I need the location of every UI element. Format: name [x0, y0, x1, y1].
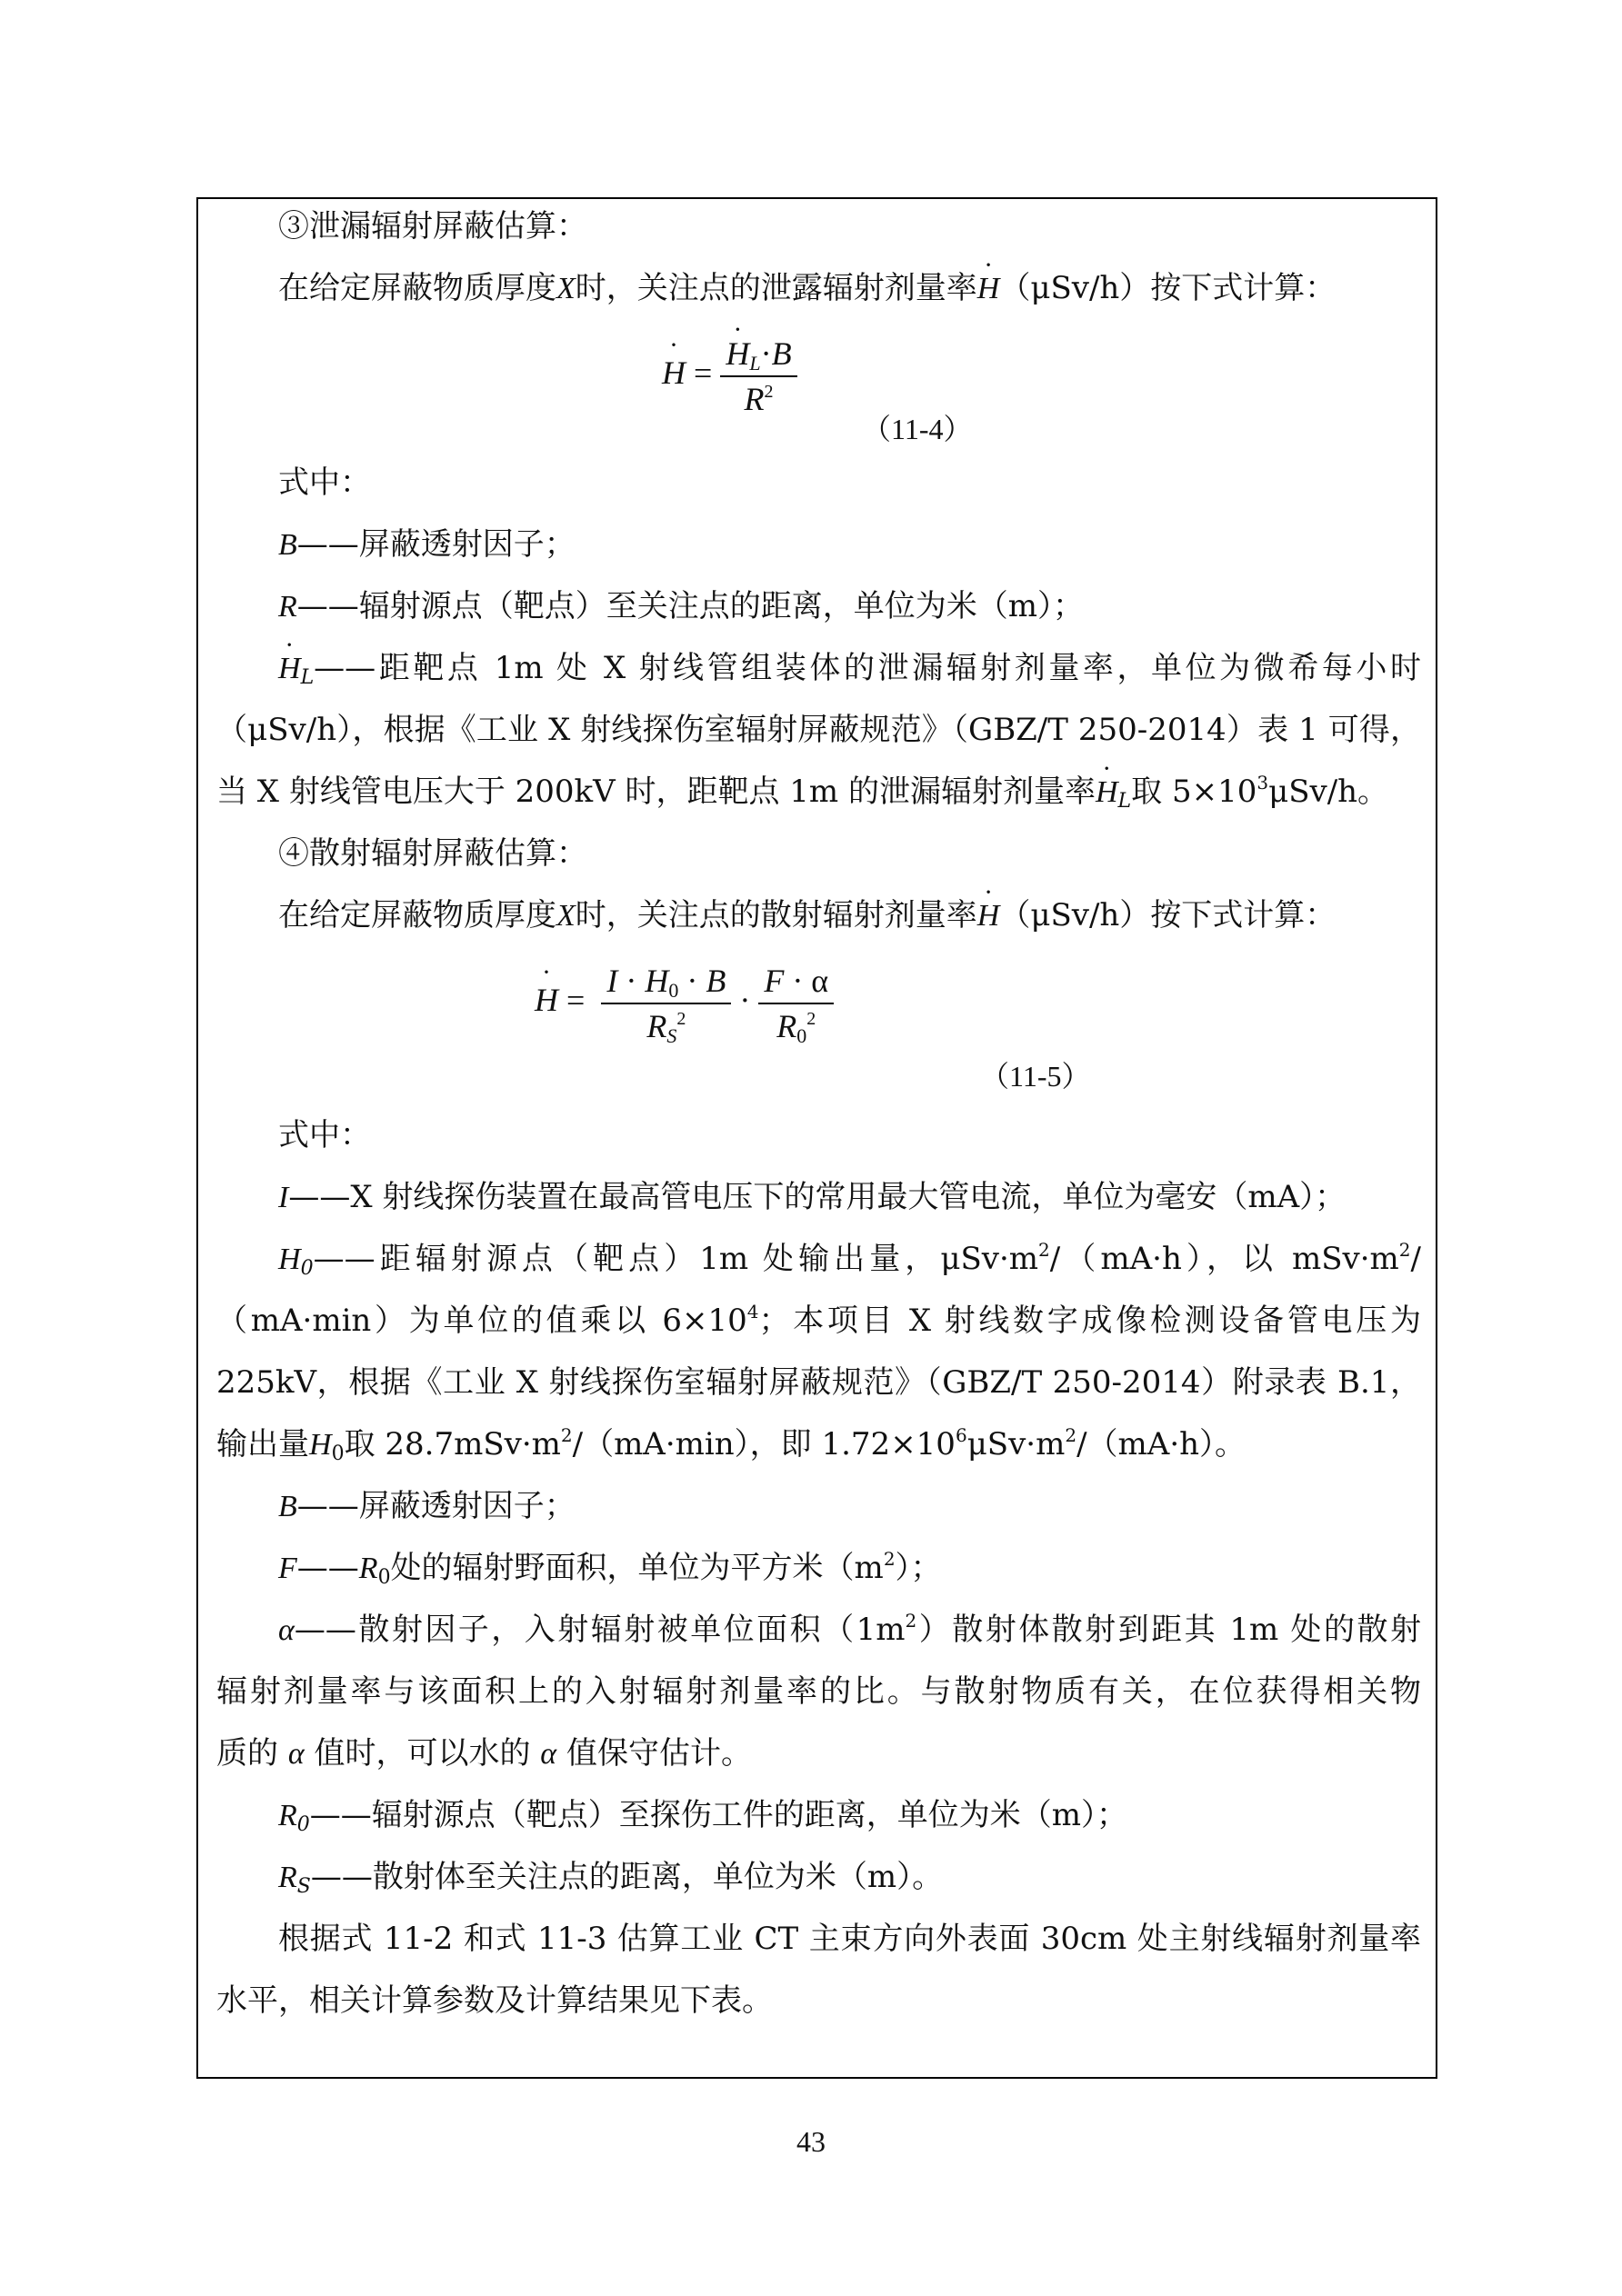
- section4-i-definition: I——X 射线探伤装置在最高管电压下的常用最大管电流，单位为毫安（mA）；: [278, 1179, 1347, 1215]
- content-frame: [196, 197, 1437, 2079]
- formula-11-4: · H = · $\frac{H_L\cdot B}{R^2}$: [662, 335, 797, 417]
- section4-where: 式中：: [278, 1117, 371, 1153]
- equation-number-11-5: （11-5）: [980, 1060, 1091, 1093]
- section3-hl-definition-3: 当 X 射线管电压大于 200kV 时，距靶点 1m 的泄漏辐射剂量率· $H_L$取 $5\times 10^3\mu Sv/h$。: [198, 772, 1439, 813]
- section4-heading: ④散射辐射屏蔽估算：: [278, 835, 587, 872]
- page-number: 43: [796, 2125, 826, 2158]
- section4-f-definition: $F——R_0$处的辐射野面积，单位为平方米$(m^2)$；: [278, 1548, 942, 1589]
- section3-hl-definition-2: （μSv/h），根据《工业 X 射线探伤室辐射屏蔽规范》（GBZ/T 250-2014）表 1 可得，: [216, 712, 1421, 748]
- section4-h0-definition-3: 225kV，根据《工业 X 射线探伤室辐射屏蔽规范》（GBZ/T 250-2014）附录表 B.1，: [216, 1364, 1421, 1401]
- section3-b-definition: B——屏蔽透射因子；: [278, 526, 576, 563]
- formula-11-5: · H = $\frac{I \cdot H_0 \cdot B}{R_S^2}$ · $\frac{F \cdot \alpha}{R_0^2}$: [535, 963, 834, 1044]
- section3-heading: ③泄漏辐射屏蔽估算：: [278, 208, 587, 245]
- section4-h0-definition-4: 输出量$H_0$取 $28.7mSv\cdot m^2/(mA\cdot\min)$，即 $1.72\times 10^6\mu Sv\cdot m^2/(mA\cdot h)$。: [216, 1424, 1247, 1465]
- section3-intro: 在给定屏蔽物质厚度X时，关注点的泄露辐射剂量率· H（μSv/h）按下式计算：: [198, 268, 1439, 309]
- section4-alpha-definition-2: 辐射剂量率与该面积上的入射辐射剂量率的比。与散射物质有关，在位获得相关物: [216, 1673, 1421, 1710]
- conclusion-line-1: 根据式 11-2 和式 11-3 估算工业 CT 主束方向外表面 30cm 处主射线辐射剂量率: [278, 1921, 1421, 1957]
- section4-b-definition: B——屏蔽透射因子；: [278, 1488, 576, 1524]
- section3-r-definition: R——辐射源点（靶点）至关注点的距离，单位为米（m）；: [278, 588, 1085, 624]
- section4-rs-definition: $R_S——$散射体至关注点的距离，单位为米（m）。: [278, 1859, 944, 1898]
- section4-alpha-definition-3: 质的 α 值时，可以水的 α 值保守估计。: [216, 1735, 752, 1772]
- section4-r0-definition: $R_0——$辐射源点（靶点）至探伤工件的距离，单位为米（m）；: [278, 1797, 1128, 1836]
- section4-h0-definition-2: （mA·min）为单位的值乘以 $6\times 10^4$；本项目 X 射线数字成像检测设备管电压为: [216, 1301, 1421, 1339]
- section3-hl-definition-1: · $H_L——$距靶点 1m 处 X 射线管组装体的泄漏辐射剂量率，单位为微希每小时: [198, 648, 1439, 689]
- section3-where: 式中：: [278, 464, 371, 501]
- section4-alpha-definition-1: α——散射因子，入射辐射被单位面积$(1m^2)$散射体散射到距其 1m 处的散射: [278, 1610, 1421, 1648]
- section4-h0-definition-1: $H_0——$距辐射源点（靶点）1m 处输出量，$\mu Sv\cdot m^2/(mA\cdot h)$，以 $mSv\cdot m^2/$: [278, 1239, 1421, 1280]
- equation-number-11-4: （11-4）: [862, 413, 973, 445]
- conclusion-line-2: 水平，相关计算参数及计算结果见下表。: [216, 1982, 773, 2019]
- section4-intro: 在给定屏蔽物质厚度X时，关注点的散射辐射剂量率· H（μSv/h）按下式计算：: [198, 895, 1439, 936]
